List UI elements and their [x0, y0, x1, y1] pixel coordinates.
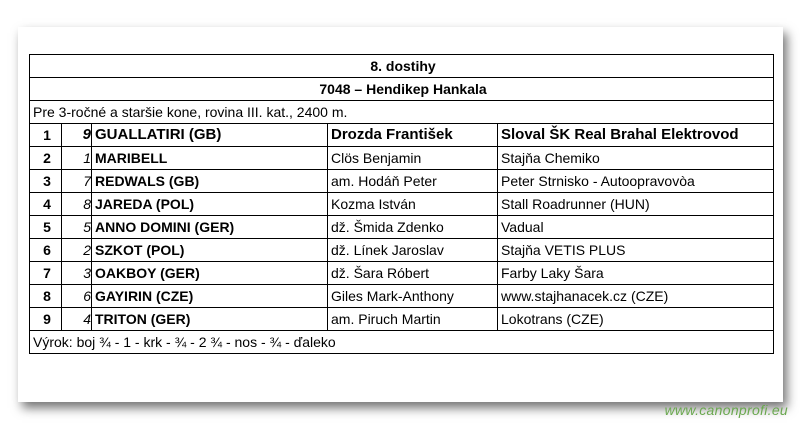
race-verdict: Výrok: boj ¾ - 1 - krk - ¾ - 2 ¾ - nos - ¾ - ďaleko	[30, 331, 774, 354]
finish-position: 6	[30, 239, 62, 262]
jockey-name: dž. Línek Jaroslav	[328, 239, 498, 262]
table-row	[30, 170, 774, 193]
stable-name: Stajňa Chemiko	[498, 147, 774, 170]
table-row	[30, 216, 774, 239]
table-row	[30, 308, 774, 331]
horse-name: TRITON (GER)	[92, 308, 328, 331]
stable-name: Farby Laky Šara	[498, 262, 774, 285]
start-number: 6	[62, 285, 92, 308]
results-sheet	[18, 27, 783, 402]
race-results-table	[29, 54, 774, 354]
race-number-title: 8. dostihy	[30, 55, 774, 78]
stable-name: Lokotrans (CZE)	[498, 308, 774, 331]
finish-position: 2	[30, 147, 62, 170]
jockey-name: Kozma István	[328, 193, 498, 216]
start-number: 7	[62, 170, 92, 193]
watermark: www.canonprofi.eu	[664, 402, 788, 418]
horse-name: SZKOT (POL)	[92, 239, 328, 262]
finish-position: 3	[30, 170, 62, 193]
stable-name: Peter Strnisko - Autoopravovòa	[498, 170, 774, 193]
horse-name: OAKBOY (GER)	[92, 262, 328, 285]
start-number: 2	[62, 239, 92, 262]
jockey-name: Drozda František	[328, 124, 498, 147]
jockey-name: am. Piruch Martin	[328, 308, 498, 331]
table-row	[30, 285, 774, 308]
start-number: 4	[62, 308, 92, 331]
stable-name: Sloval ŠK Real Brahal Elektrovod	[498, 124, 774, 147]
horse-name: REDWALS (GB)	[92, 170, 328, 193]
start-number: 3	[62, 262, 92, 285]
table-row	[30, 239, 774, 262]
horse-name: GAYIRIN (CZE)	[92, 285, 328, 308]
race-name: 7048 – Hendikep Hankala	[30, 78, 774, 101]
jockey-name: dž. Šmida Zdenko	[328, 216, 498, 239]
finish-position: 5	[30, 216, 62, 239]
horse-name: ANNO DOMINI (GER)	[92, 216, 328, 239]
horse-name: JAREDA (POL)	[92, 193, 328, 216]
start-number: 5	[62, 216, 92, 239]
jockey-name: Clös Benjamin	[328, 147, 498, 170]
horse-name: GUALLATIRI (GB)	[92, 124, 328, 147]
finish-position: 8	[30, 285, 62, 308]
start-number: 8	[62, 193, 92, 216]
finish-position: 1	[30, 124, 62, 147]
finish-position: 4	[30, 193, 62, 216]
horse-name: MARIBELL	[92, 147, 328, 170]
table-row	[30, 262, 774, 285]
finish-position: 9	[30, 308, 62, 331]
start-number: 9	[62, 124, 92, 147]
jockey-name: am. Hodáň Peter	[328, 170, 498, 193]
table-row	[30, 193, 774, 216]
stable-name: www.stajhanacek.cz (CZE)	[498, 285, 774, 308]
start-number: 1	[62, 147, 92, 170]
jockey-name: dž. Šara Róbert	[328, 262, 498, 285]
jockey-name: Giles Mark-Anthony	[328, 285, 498, 308]
table-row	[30, 124, 774, 147]
stable-name: Vadual	[498, 216, 774, 239]
stable-name: Stajňa VETIS PLUS	[498, 239, 774, 262]
finish-position: 7	[30, 262, 62, 285]
race-conditions: Pre 3-ročné a staršie kone, rovina III. kat., 2400 m.	[30, 101, 774, 124]
table-row	[30, 147, 774, 170]
stable-name: Stall Roadrunner (HUN)	[498, 193, 774, 216]
